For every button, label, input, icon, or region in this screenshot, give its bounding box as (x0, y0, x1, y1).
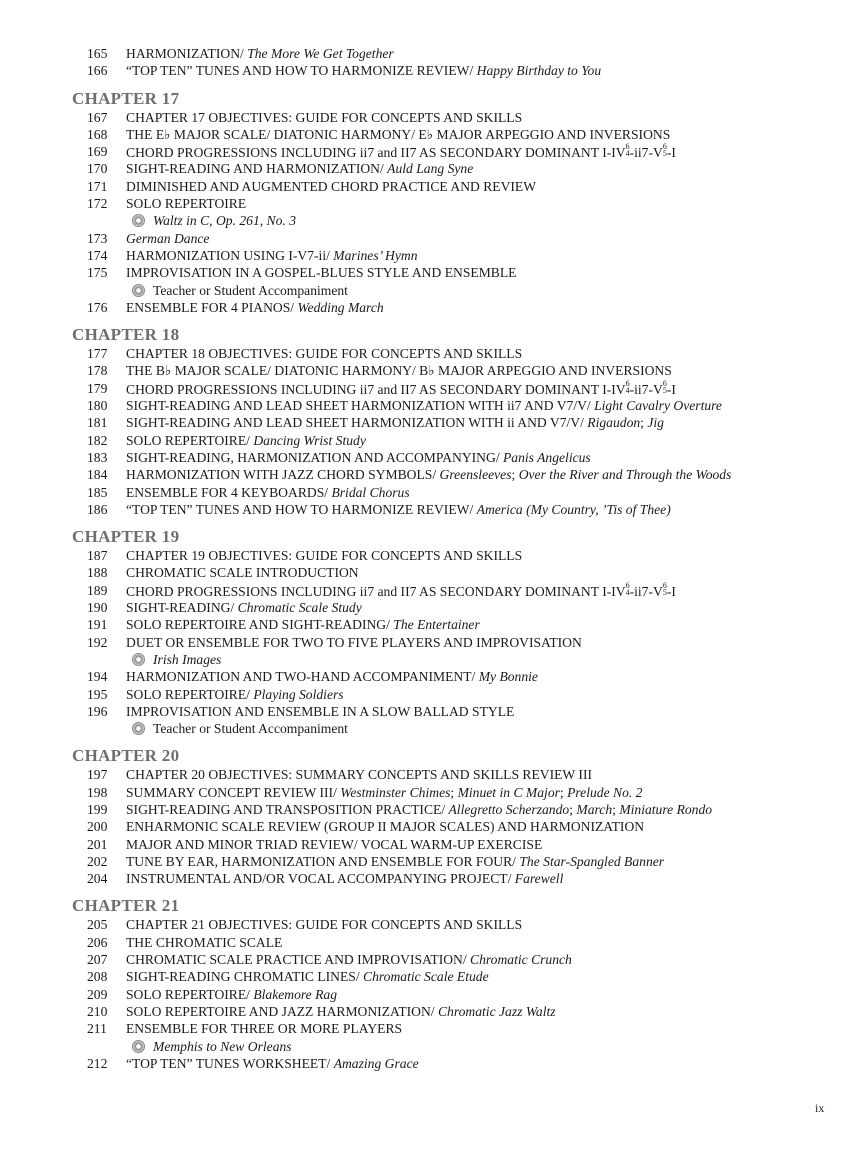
figured-bass: 6 4 (625, 580, 630, 597)
toc-entry[interactable] (0, 414, 864, 431)
entry-text (126, 784, 642, 801)
piece-title: Chromatic Crunch (470, 952, 572, 968)
toc-entry[interactable] (0, 62, 864, 79)
entry-label: SOLO REPERTOIRE/ (126, 686, 254, 702)
piece-title: Over the River and Through the Woods (518, 467, 732, 483)
piece-title: Dancing Wrist Study (253, 432, 366, 448)
page-ref: 171 (87, 178, 108, 194)
piece-title: Chromatic Scale Etude (363, 969, 489, 985)
piece-title: Westminster Chimes (340, 784, 451, 800)
toc-entry[interactable] (0, 766, 864, 783)
entry-label: INSTRUMENTAL AND/OR VOCAL ACCOMPANYING PROJECT/ (126, 871, 515, 887)
page-ref: 198 (87, 784, 108, 800)
page-ref: 182 (87, 432, 108, 448)
entry-text (132, 212, 296, 229)
separator: ; (450, 784, 458, 800)
cd-icon (132, 722, 145, 735)
piece-title: Blakemore Rag (253, 986, 338, 1002)
entry-label: ENSEMBLE FOR 4 KEYBOARDS/ (126, 484, 332, 500)
entry-text (126, 870, 563, 887)
entry-text: CHORD PROGRESSIONS INCLUDING ii7 and II7 AS SECONDARY DOMINANT I-IV6 4-ii7-V6 5-I (126, 580, 676, 599)
toc-entry[interactable] (0, 264, 864, 281)
chapter-heading: CHAPTER 18 (72, 325, 180, 345)
toc-entry[interactable] (0, 1055, 864, 1072)
page-ref: 200 (87, 819, 108, 835)
entry-label: Teacher or Student Accompaniment (153, 721, 348, 737)
toc-entry[interactable] (0, 836, 864, 853)
entry-text (126, 397, 722, 414)
page-ref: 169 (87, 144, 108, 160)
page-ref: 185 (87, 484, 108, 500)
entry-label: DUET OR ENSEMBLE FOR TWO TO FIVE PLAYERS AND IMPROVISATION (126, 634, 582, 650)
entry-text (126, 599, 362, 616)
toc-entry[interactable] (0, 916, 864, 933)
entry-text (126, 1003, 556, 1020)
toc-entry[interactable] (0, 986, 864, 1003)
page-ref: 196 (87, 703, 108, 719)
page-ref: 181 (87, 415, 108, 431)
entry-label: TUNE BY EAR, HARMONIZATION AND ENSEMBLE FOR FOUR/ (126, 853, 520, 869)
toc-entry[interactable] (0, 634, 864, 651)
toc-entry[interactable] (0, 784, 864, 801)
piece-title: Playing Soldiers (253, 686, 344, 702)
entry-label: SIGHT-READING AND TRANSPOSITION PRACTICE/ (126, 801, 449, 817)
entry-label: CHORD PROGRESSIONS INCLUDING ii7 and II7 AS SECONDARY DOMINANT I-IV (126, 145, 626, 161)
table-of-contents (0, 45, 864, 1072)
piece-title: The More We Get Together (247, 46, 394, 61)
entry-text (126, 264, 516, 281)
piece-title: Happy Birthday to You (476, 63, 602, 79)
page-ref: 168 (87, 126, 108, 142)
entry-text (126, 178, 536, 195)
page-ref: 179 (87, 380, 108, 396)
entry-text (126, 766, 592, 783)
page-ref: 172 (87, 196, 108, 212)
toc-entry[interactable] (0, 564, 864, 581)
piece-title: Chromatic Jazz Waltz (437, 1003, 556, 1019)
toc-entry[interactable] (0, 582, 864, 599)
entry-text (126, 1055, 419, 1072)
toc-entry[interactable] (0, 818, 864, 835)
page-ref: 201 (87, 836, 108, 852)
entry-label: HARMONIZATION USING I-V7-ii/ (126, 247, 334, 263)
piece-title: Rigaudon (587, 415, 641, 431)
toc-entry[interactable] (0, 599, 864, 616)
separator: ; (569, 801, 577, 817)
entry-label: CHAPTER 18 OBJECTIVES: GUIDE FOR CONCEPTS AND SKILLS (126, 346, 523, 362)
entry-text (126, 634, 582, 651)
entry-label: THE B♭ MAJOR SCALE/ DIATONIC HARMONY/ B♭ MAJOR ARPEGGIO AND INVERSIONS (126, 363, 672, 379)
piece-title: German Dance (126, 230, 210, 246)
entry-text (126, 299, 384, 316)
toc-entry[interactable] (0, 703, 864, 720)
entry-label: ENSEMBLE FOR 4 PIANOS/ (126, 299, 298, 315)
entry-text (126, 160, 473, 177)
entry-text (132, 282, 348, 299)
chapter-heading: CHAPTER 17 (72, 88, 180, 108)
entry-text (126, 432, 366, 449)
entry-text (126, 547, 522, 564)
piece-title: Auld Lang Syne (387, 161, 474, 177)
page-ref: 178 (87, 363, 108, 379)
entry-label: IMPROVISATION IN A GOSPEL-BLUES STYLE AND ENSEMBLE (126, 265, 517, 281)
entry-text (126, 986, 337, 1003)
toc-entry[interactable] (0, 1003, 864, 1020)
page-ref: 211 (87, 1021, 107, 1037)
page-ref: 176 (87, 299, 108, 315)
entry-text (126, 968, 489, 985)
piece-title: Miniature Rondo (619, 801, 713, 817)
toc-entry[interactable] (0, 968, 864, 985)
entry-label: SOLO REPERTOIRE AND JAZZ HARMONIZATION/ (126, 1003, 438, 1019)
entry-text (126, 801, 712, 818)
page-ref: 195 (87, 686, 108, 702)
figured-bass: 6 4 (625, 142, 630, 159)
page-ref: 173 (87, 230, 108, 246)
entry-text (126, 934, 282, 951)
entry-text (126, 703, 514, 720)
toc-entry[interactable] (0, 853, 864, 870)
piece-title: Amazing Grace (333, 1055, 419, 1071)
piece-title: Allegretto Scherzando (448, 801, 570, 817)
entry-text (126, 501, 671, 518)
toc-entry[interactable] (0, 143, 864, 160)
toc-subentry[interactable] (0, 651, 864, 668)
toc-entry[interactable] (0, 870, 864, 887)
page-ref: 210 (87, 1003, 108, 1019)
piece-title: My Bonnie (478, 669, 538, 685)
entry-label: CHAPTER 19 OBJECTIVES: GUIDE FOR CONCEPTS AND SKILLS (126, 548, 523, 564)
entry-text (126, 564, 359, 581)
entry-text (126, 195, 246, 212)
entry-text (126, 466, 731, 483)
toc-entry[interactable] (0, 432, 864, 449)
toc-entry[interactable] (0, 1020, 864, 1037)
entry-text (126, 1020, 402, 1037)
piece-title: Jig (647, 415, 664, 431)
page-number: ix (815, 1101, 825, 1115)
page-ref: 205 (87, 917, 108, 933)
toc-entry[interactable] (0, 380, 864, 397)
entry-text (132, 720, 348, 737)
entry-text (126, 818, 644, 835)
toc-entry[interactable] (0, 501, 864, 518)
entry-label: SOLO REPERTOIRE/ (126, 986, 254, 1002)
toc-entry[interactable] (0, 484, 864, 501)
separator: ; (612, 801, 620, 817)
entry-label: CHAPTER 21 OBJECTIVES: GUIDE FOR CONCEPTS AND SKILLS (126, 917, 523, 933)
entry-label: DIMINISHED AND AUGMENTED CHORD PRACTICE AND REVIEW (126, 178, 537, 194)
entry-label: IMPROVISATION AND ENSEMBLE IN A SLOW BALLAD STYLE (126, 703, 515, 719)
entry-text (126, 345, 522, 362)
page-ref: 189 (87, 582, 108, 598)
toc-entry[interactable] (0, 230, 864, 247)
piece-title: Bridal Chorus (331, 484, 410, 500)
toc-entry[interactable] (0, 449, 864, 466)
entry-text (126, 45, 394, 62)
piece-title: The Entertainer (393, 617, 480, 633)
toc-entry[interactable] (0, 801, 864, 818)
page-ref: 180 (87, 398, 108, 414)
entry-label: ENSEMBLE FOR THREE OR MORE PLAYERS (126, 1021, 403, 1037)
page-ref: 192 (87, 634, 108, 650)
entry-text: CHORD PROGRESSIONS INCLUDING ii7 and II7 AS SECONDARY DOMINANT I-IV6 4-ii7-V6 5-I (126, 378, 676, 397)
piece-title: Memphis to New Orleans (153, 1038, 292, 1054)
toc-subentry[interactable] (0, 212, 864, 229)
piece-title: Chromatic Scale Study (237, 600, 362, 616)
entry-text (126, 853, 664, 870)
page-ref: 170 (87, 161, 108, 177)
entry-text (126, 484, 410, 501)
entry-label: SIGHT-READING AND HARMONIZATION/ (126, 161, 388, 177)
toc-entry[interactable] (0, 397, 864, 414)
piece-title: Wedding March (297, 299, 384, 315)
entry-text (126, 62, 601, 79)
toc-entry[interactable] (0, 109, 864, 126)
entry-text (126, 951, 572, 968)
piece-title: Irish Images (153, 651, 222, 667)
page-ref: 175 (87, 265, 108, 281)
piece-title: Prelude No. 2 (567, 784, 643, 800)
cd-icon (132, 653, 145, 666)
cd-icon (132, 214, 145, 227)
separator: ; (559, 784, 568, 800)
entry-label: HARMONIZATION/ (126, 46, 248, 61)
toc-entry[interactable] (0, 951, 864, 968)
chapter-heading: CHAPTER 20 (72, 746, 180, 766)
toc-entry[interactable] (0, 299, 864, 316)
entry-label: SIGHT-READING CHROMATIC LINES/ (126, 969, 364, 985)
piece-title: Greensleeves (439, 467, 512, 483)
entry-text (126, 916, 522, 933)
piece-title: Marines’ Hymn (333, 247, 418, 263)
page-ref: 183 (87, 449, 108, 465)
piece-title: The Star-Spangled Banner (519, 853, 665, 869)
entry-label: CHROMATIC SCALE INTRODUCTION (126, 565, 359, 581)
entry-text (126, 247, 418, 264)
entry-label: SOLO REPERTOIRE/ (126, 432, 254, 448)
piece-title: Panis Angelicus (503, 449, 591, 465)
piece-title: Waltz in C, Op. 261, No. 3 (153, 213, 297, 229)
entry-label: CHROMATIC SCALE PRACTICE AND IMPROVISATION/ (126, 952, 471, 968)
entry-label: CHORD PROGRESSIONS INCLUDING ii7 and II7 AS SECONDARY DOMINANT I-IV (126, 381, 626, 397)
entry-text (126, 668, 538, 685)
page-ref: 188 (87, 565, 108, 581)
entry-label: SIGHT-READING AND LEAD SHEET HARMONIZATION WITH ii7 AND V7/V/ (126, 398, 595, 414)
toc-entry[interactable] (0, 547, 864, 564)
page-ref: 191 (87, 617, 108, 633)
entry-text (126, 686, 344, 703)
chapter-heading: CHAPTER 21 (72, 896, 180, 916)
entry-label: SIGHT-READING/ (126, 600, 238, 616)
cd-icon (132, 284, 145, 297)
entry-text (132, 1038, 292, 1055)
toc-entry[interactable] (0, 126, 864, 143)
entry-text (126, 126, 670, 143)
entry-text (126, 230, 209, 247)
piece-title: America (My Country, ’Tis of Thee) (476, 501, 671, 517)
entry-label: THE E♭ MAJOR SCALE/ DIATONIC HARMONY/ E♭ MAJOR ARPEGGIO AND INVERSIONS (126, 126, 671, 142)
page-ref: 194 (87, 669, 108, 685)
toc-entry[interactable] (0, 247, 864, 264)
page-ref: 209 (87, 986, 108, 1002)
entry-label: SUMMARY CONCEPT REVIEW III/ (126, 784, 341, 800)
page-ref: 184 (87, 467, 108, 483)
entry-label: CHAPTER 17 OBJECTIVES: GUIDE FOR CONCEPTS AND SKILLS (126, 109, 523, 125)
entry-label: CHAPTER 20 OBJECTIVES: SUMMARY CONCEPTS AND SKILLS REVIEW III (126, 767, 592, 783)
toc-entry[interactable] (0, 686, 864, 703)
page-ref: 177 (87, 346, 108, 362)
toc-entry[interactable] (0, 616, 864, 633)
entry-label: MAJOR AND MINOR TRIAD REVIEW/ VOCAL WARM-UP EXERCISE (126, 836, 543, 852)
piece-title: March (576, 801, 613, 817)
toc-entry[interactable] (0, 668, 864, 685)
entry-label: HARMONIZATION AND TWO-HAND ACCOMPANIMENT/ (126, 669, 479, 685)
page-ref: 197 (87, 767, 108, 783)
entry-label: SOLO REPERTOIRE (126, 196, 247, 212)
toc-entry[interactable] (0, 160, 864, 177)
toc-entry[interactable] (0, 45, 864, 62)
piece-title: Farewell (514, 871, 564, 887)
entry-text: CHORD PROGRESSIONS INCLUDING ii7 and II7 AS SECONDARY DOMINANT I-IV6 4-ii7-V6 5-I (126, 142, 676, 161)
page-ref: 207 (87, 952, 108, 968)
entry-label: HARMONIZATION WITH JAZZ CHORD SYMBOLS/ (126, 467, 440, 483)
page-ref: 208 (87, 969, 108, 985)
toc-entry[interactable] (0, 195, 864, 212)
separator: ; (511, 467, 519, 483)
entry-text (132, 651, 221, 668)
toc-entry[interactable] (0, 934, 864, 951)
entry-text (126, 362, 672, 379)
figured-bass: 6 5 (662, 378, 667, 395)
toc-entry[interactable] (0, 466, 864, 483)
entry-label: SIGHT-READING, HARMONIZATION AND ACCOMPANYING/ (126, 449, 503, 465)
entry-label: “TOP TEN” TUNES AND HOW TO HARMONIZE REVIEW/ (126, 501, 477, 517)
page-ref: 186 (87, 501, 108, 517)
entry-text (126, 449, 591, 466)
page-ref: 167 (87, 109, 108, 125)
figured-bass: 6 4 (625, 378, 630, 395)
page-ref: 212 (87, 1055, 108, 1071)
entry-label: SIGHT-READING AND LEAD SHEET HARMONIZATION WITH ii AND V7/V/ (126, 415, 588, 431)
cd-icon (132, 1040, 145, 1053)
page-ref: 165 (87, 46, 108, 61)
separator: ; (640, 415, 648, 431)
entry-label: “TOP TEN” TUNES WORKSHEET/ (126, 1055, 334, 1071)
entry-text (126, 616, 480, 633)
figured-bass: 6 5 (662, 142, 667, 159)
page-ref: 204 (87, 871, 108, 887)
entry-label: ENHARMONIC SCALE REVIEW (GROUP II MAJOR SCALES) AND HARMONIZATION (126, 819, 645, 835)
entry-label: THE CHROMATIC SCALE (126, 934, 283, 950)
toc-entry[interactable] (0, 345, 864, 362)
page-ref: 202 (87, 853, 108, 869)
toc-subentry[interactable] (0, 1038, 864, 1055)
toc-subentry[interactable] (0, 282, 864, 299)
entry-label: “TOP TEN” TUNES AND HOW TO HARMONIZE REVIEW/ (126, 63, 477, 79)
page-ref: 166 (87, 63, 108, 79)
entry-text (126, 414, 664, 431)
entry-label: Teacher or Student Accompaniment (153, 282, 348, 298)
page-ref: 187 (87, 548, 108, 564)
page-ref: 174 (87, 247, 108, 263)
page-ref: 199 (87, 801, 108, 817)
figured-bass: 6 5 (662, 580, 667, 597)
entry-text (126, 836, 542, 853)
chapter-heading: CHAPTER 19 (72, 527, 180, 547)
entry-label: CHORD PROGRESSIONS INCLUDING ii7 and II7 AS SECONDARY DOMINANT I-IV (126, 583, 626, 599)
piece-title: Light Cavalry Overture (594, 398, 722, 414)
toc-entry[interactable] (0, 362, 864, 379)
piece-title: Minuet in C Major (457, 784, 560, 800)
page-ref: 206 (87, 934, 108, 950)
toc-entry[interactable] (0, 178, 864, 195)
page-ref: 190 (87, 600, 108, 616)
toc-subentry[interactable] (0, 720, 864, 737)
entry-text (126, 109, 522, 126)
entry-label: SOLO REPERTOIRE AND SIGHT-READING/ (126, 617, 394, 633)
